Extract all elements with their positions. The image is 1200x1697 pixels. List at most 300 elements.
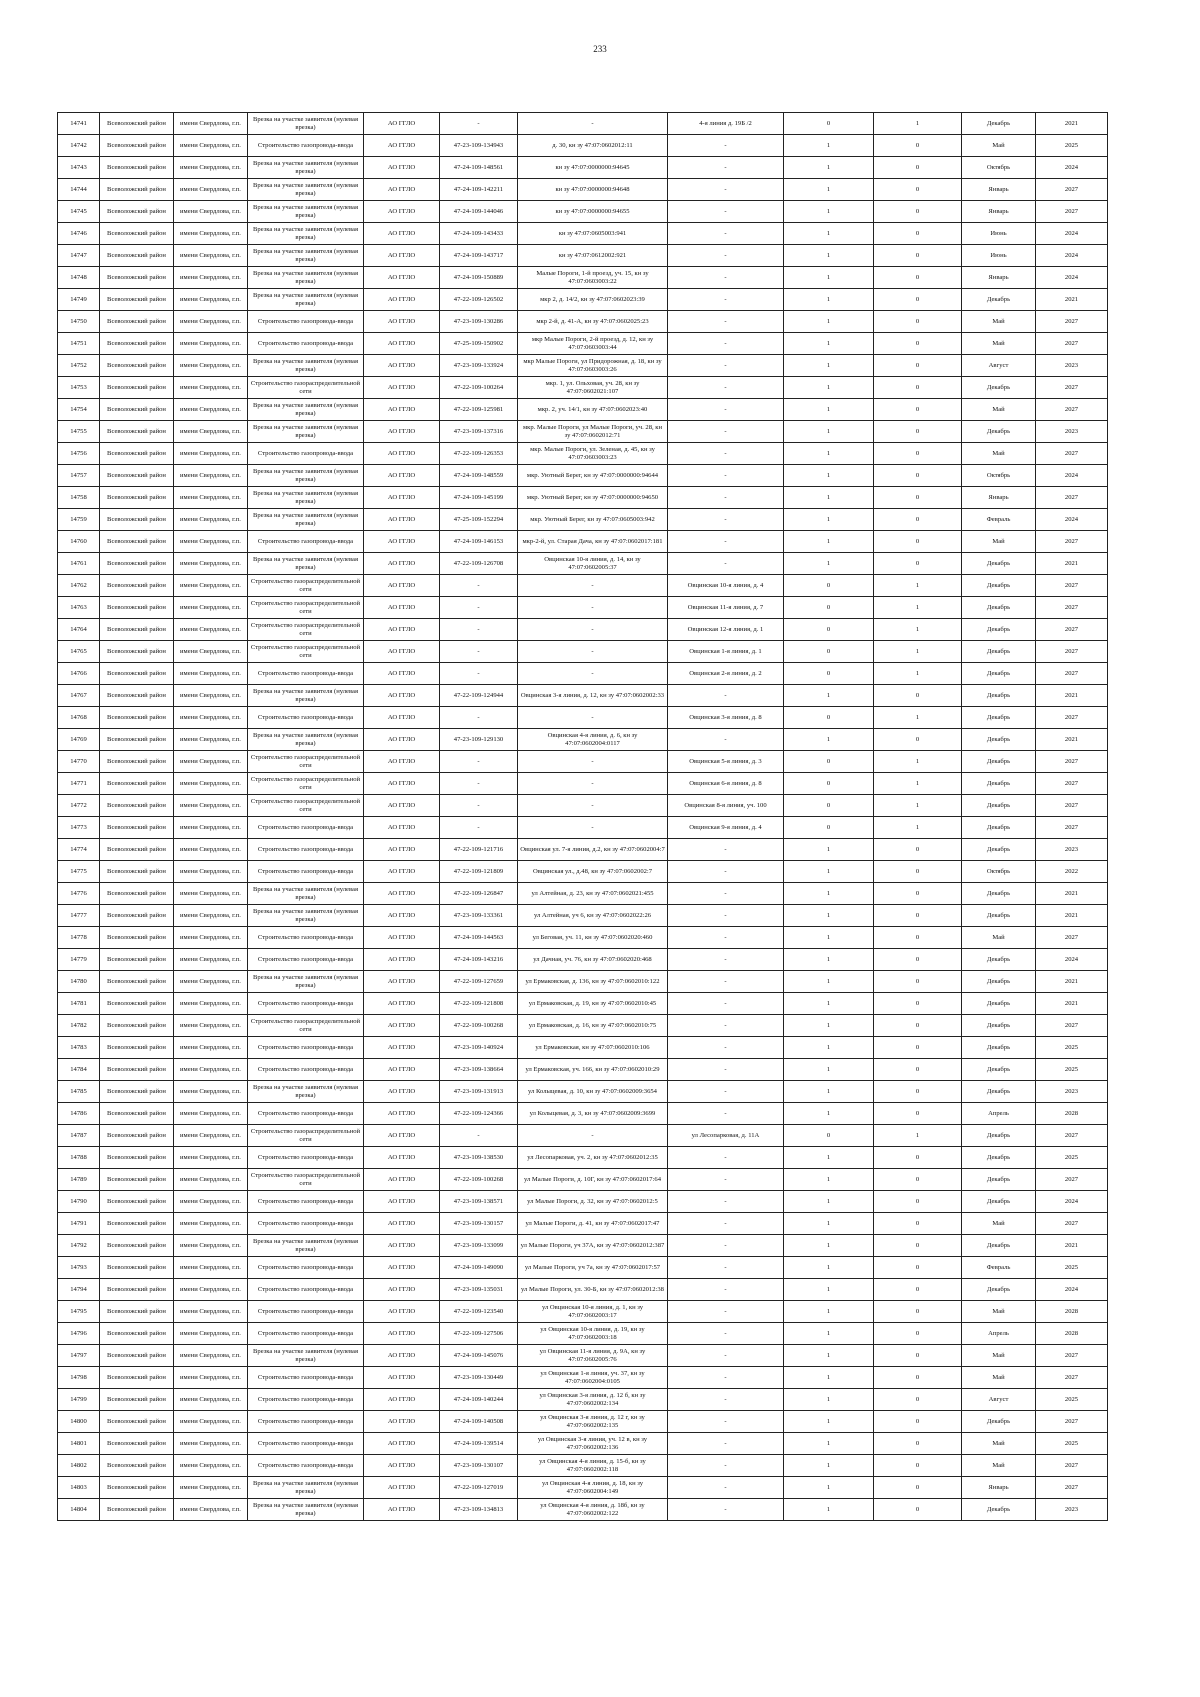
- count-cell-b: 0: [874, 883, 962, 905]
- table-body: [58, 113, 1108, 1521]
- month-cell: Февраль: [962, 509, 1036, 531]
- row-number: 14779: [58, 949, 100, 971]
- table-row: [58, 883, 1108, 905]
- contract-number-cell: 47-23-109-133099: [440, 1235, 518, 1257]
- row-number: 14744: [58, 179, 100, 201]
- table-row: [58, 641, 1108, 663]
- year-cell: 2021: [1036, 905, 1108, 927]
- contract-number-cell: 47-22-109-100268: [440, 1169, 518, 1191]
- month-cell: Февраль: [962, 1257, 1036, 1279]
- row-number: 14754: [58, 399, 100, 421]
- district-cell: Всеволожский район: [100, 179, 174, 201]
- count-cell-b: 0: [874, 289, 962, 311]
- count-cell-a: 0: [784, 641, 874, 663]
- year-cell: 2021: [1036, 553, 1108, 575]
- count-cell-b: 0: [874, 1103, 962, 1125]
- district-cell: Всеволожский район: [100, 443, 174, 465]
- table-row: [58, 1059, 1108, 1081]
- table-row: [58, 795, 1108, 817]
- organization-cell: АО ГГЛО: [364, 1257, 440, 1279]
- table-row: [58, 1147, 1108, 1169]
- count-cell-a: 1: [784, 399, 874, 421]
- month-cell: Май: [962, 927, 1036, 949]
- count-cell-a: 1: [784, 1367, 874, 1389]
- contract-number-cell: 47-22-109-127506: [440, 1323, 518, 1345]
- table-row: [58, 223, 1108, 245]
- work-type-cell: Строительство газопровода-ввода: [248, 839, 364, 861]
- month-cell: Декабрь: [962, 289, 1036, 311]
- row-number: 14780: [58, 971, 100, 993]
- planned-address-cell: -: [668, 355, 784, 377]
- work-type-cell: Строительство газораспределительной сети: [248, 1169, 364, 1191]
- organization-cell: АО ГГЛО: [364, 707, 440, 729]
- count-cell-b: 1: [874, 773, 962, 795]
- planned-address-cell: -: [668, 267, 784, 289]
- count-cell-a: 0: [784, 619, 874, 641]
- month-cell: Декабрь: [962, 663, 1036, 685]
- month-cell: Декабрь: [962, 597, 1036, 619]
- table-row: [58, 1191, 1108, 1213]
- row-number: 14771: [58, 773, 100, 795]
- work-type-cell: Строительство газораспределительной сети: [248, 751, 364, 773]
- count-cell-a: 1: [784, 1345, 874, 1367]
- month-cell: Декабрь: [962, 817, 1036, 839]
- table-row: [58, 971, 1108, 993]
- count-cell-a: 1: [784, 839, 874, 861]
- organization-cell: АО ГГЛО: [364, 289, 440, 311]
- contract-number-cell: 47-23-109-138530: [440, 1147, 518, 1169]
- district-cell: Всеволожский район: [100, 795, 174, 817]
- count-cell-a: 1: [784, 1257, 874, 1279]
- district-cell: Всеволожский район: [100, 729, 174, 751]
- district-cell: Всеволожский район: [100, 1169, 174, 1191]
- registry-table: [57, 112, 1108, 1521]
- count-cell-b: 0: [874, 1345, 962, 1367]
- count-cell-a: 1: [784, 1081, 874, 1103]
- planned-address-cell: -: [668, 927, 784, 949]
- address-cell: ул Ермаковская, д. 19, кн зу 47:07:0602010:45: [518, 993, 668, 1015]
- district-cell: Всеволожский район: [100, 993, 174, 1015]
- year-cell: 2027: [1036, 619, 1108, 641]
- district-cell: Всеволожский район: [100, 1147, 174, 1169]
- month-cell: Август: [962, 355, 1036, 377]
- count-cell-b: 0: [874, 1323, 962, 1345]
- row-number: 14792: [58, 1235, 100, 1257]
- contract-number-cell: 47-25-109-150902: [440, 333, 518, 355]
- address-cell: ул Овцинская 4-я линия, д. 18, кн зу 47:07:0602004:149: [518, 1477, 668, 1499]
- work-type-cell: Строительство газопровода-ввода: [248, 311, 364, 333]
- contract-number-cell: 47-24-109-144563: [440, 927, 518, 949]
- count-cell-b: 0: [874, 1367, 962, 1389]
- count-cell-a: 0: [784, 751, 874, 773]
- work-type-cell: Врезка на участке заявителя (нулевая врезка): [248, 465, 364, 487]
- row-number: 14795: [58, 1301, 100, 1323]
- settlement-cell: имени Свердлова, г.п.: [174, 1169, 248, 1191]
- work-type-cell: Врезка на участке заявителя (нулевая врезка): [248, 971, 364, 993]
- count-cell-a: 0: [784, 707, 874, 729]
- work-type-cell: Строительство газораспределительной сети: [248, 1015, 364, 1037]
- row-number: 14746: [58, 223, 100, 245]
- contract-number-cell: 47-23-109-138664: [440, 1059, 518, 1081]
- address-cell: -: [518, 795, 668, 817]
- settlement-cell: имени Свердлова, г.п.: [174, 1103, 248, 1125]
- month-cell: Декабрь: [962, 729, 1036, 751]
- count-cell-a: 1: [784, 201, 874, 223]
- planned-address-cell: -: [668, 223, 784, 245]
- year-cell: 2024: [1036, 267, 1108, 289]
- planned-address-cell: -: [668, 949, 784, 971]
- organization-cell: АО ГГЛО: [364, 1323, 440, 1345]
- work-type-cell: Строительство газопровода-ввода: [248, 927, 364, 949]
- work-type-cell: Врезка на участке заявителя (нулевая врезка): [248, 355, 364, 377]
- year-cell: 2023: [1036, 1081, 1108, 1103]
- planned-address-cell: Овцинская 8-я линия, уч. 100: [668, 795, 784, 817]
- planned-address-cell: -: [668, 531, 784, 553]
- count-cell-a: 1: [784, 685, 874, 707]
- year-cell: 2027: [1036, 663, 1108, 685]
- address-cell: мкр 2, д. 14/2, кн зу 47:07:0602023:39: [518, 289, 668, 311]
- month-cell: Май: [962, 1345, 1036, 1367]
- count-cell-a: 1: [784, 1279, 874, 1301]
- table-row: [58, 135, 1108, 157]
- planned-address-cell: -: [668, 1191, 784, 1213]
- planned-address-cell: -: [668, 1301, 784, 1323]
- district-cell: Всеволожский район: [100, 663, 174, 685]
- count-cell-b: 0: [874, 1169, 962, 1191]
- month-cell: Декабрь: [962, 949, 1036, 971]
- district-cell: Всеволожский район: [100, 157, 174, 179]
- count-cell-b: 0: [874, 355, 962, 377]
- planned-address-cell: -: [668, 839, 784, 861]
- settlement-cell: имени Свердлова, г.п.: [174, 223, 248, 245]
- district-cell: Всеволожский район: [100, 421, 174, 443]
- planned-address-cell: -: [668, 1323, 784, 1345]
- month-cell: Декабрь: [962, 113, 1036, 135]
- row-number: 14783: [58, 1037, 100, 1059]
- contract-number-cell: -: [440, 619, 518, 641]
- planned-address-cell: -: [668, 1059, 784, 1081]
- table-row: [58, 619, 1108, 641]
- month-cell: Октябрь: [962, 157, 1036, 179]
- contract-number-cell: 47-23-109-134813: [440, 1499, 518, 1521]
- year-cell: 2023: [1036, 355, 1108, 377]
- planned-address-cell: Овцинская 12-я линия, д. 1: [668, 619, 784, 641]
- planned-address-cell: -: [668, 157, 784, 179]
- organization-cell: АО ГГЛО: [364, 1301, 440, 1323]
- row-number: 14786: [58, 1103, 100, 1125]
- district-cell: Всеволожский район: [100, 1015, 174, 1037]
- planned-address-cell: -: [668, 487, 784, 509]
- work-type-cell: Врезка на участке заявителя (нулевая врезка): [248, 289, 364, 311]
- settlement-cell: имени Свердлова, г.п.: [174, 597, 248, 619]
- count-cell-b: 0: [874, 1433, 962, 1455]
- count-cell-a: 1: [784, 1433, 874, 1455]
- count-cell-b: 0: [874, 245, 962, 267]
- table-row: [58, 905, 1108, 927]
- year-cell: 2028: [1036, 1103, 1108, 1125]
- address-cell: ул Малые Пороги, уч 37А, кн зу 47:07:0602012:387: [518, 1235, 668, 1257]
- address-cell: -: [518, 707, 668, 729]
- district-cell: Всеволожский район: [100, 575, 174, 597]
- work-type-cell: Врезка на участке заявителя (нулевая врезка): [248, 223, 364, 245]
- planned-address-cell: -: [668, 971, 784, 993]
- address-cell: ул Овцинская 10-я линия, д. 19, кн зу 47:07:0602003:18: [518, 1323, 668, 1345]
- settlement-cell: имени Свердлова, г.п.: [174, 1081, 248, 1103]
- row-number: 14777: [58, 905, 100, 927]
- planned-address-cell: Овцинская 10-я линия, д. 4: [668, 575, 784, 597]
- year-cell: 2025: [1036, 1389, 1108, 1411]
- organization-cell: АО ГГЛО: [364, 201, 440, 223]
- year-cell: 2027: [1036, 817, 1108, 839]
- work-type-cell: Строительство газораспределительной сети: [248, 773, 364, 795]
- planned-address-cell: -: [668, 1037, 784, 1059]
- address-cell: ул Дачная, уч. 76, кн зу 47:07:0602020:468: [518, 949, 668, 971]
- organization-cell: АО ГГЛО: [364, 773, 440, 795]
- district-cell: Всеволожский район: [100, 751, 174, 773]
- contract-number-cell: -: [440, 751, 518, 773]
- contract-number-cell: 47-23-109-140924: [440, 1037, 518, 1059]
- year-cell: 2021: [1036, 729, 1108, 751]
- year-cell: 2021: [1036, 971, 1108, 993]
- settlement-cell: имени Свердлова, г.п.: [174, 377, 248, 399]
- count-cell-b: 0: [874, 1059, 962, 1081]
- year-cell: 2027: [1036, 1367, 1108, 1389]
- district-cell: Всеволожский район: [100, 245, 174, 267]
- year-cell: 2024: [1036, 949, 1108, 971]
- district-cell: Всеволожский район: [100, 377, 174, 399]
- contract-number-cell: -: [440, 795, 518, 817]
- count-cell-b: 1: [874, 575, 962, 597]
- organization-cell: АО ГГЛО: [364, 1345, 440, 1367]
- table-row: [58, 113, 1108, 135]
- count-cell-b: 0: [874, 1213, 962, 1235]
- district-cell: Всеволожский район: [100, 685, 174, 707]
- district-cell: Всеволожский район: [100, 289, 174, 311]
- year-cell: 2027: [1036, 1015, 1108, 1037]
- work-type-cell: Врезка на участке заявителя (нулевая врезка): [248, 553, 364, 575]
- year-cell: 2023: [1036, 839, 1108, 861]
- month-cell: Декабрь: [962, 641, 1036, 663]
- year-cell: 2024: [1036, 1191, 1108, 1213]
- settlement-cell: имени Свердлова, г.п.: [174, 817, 248, 839]
- row-number: 14763: [58, 597, 100, 619]
- work-type-cell: Строительство газопровода-ввода: [248, 1191, 364, 1213]
- row-number: 14741: [58, 113, 100, 135]
- table-row: [58, 377, 1108, 399]
- organization-cell: АО ГГЛО: [364, 223, 440, 245]
- organization-cell: АО ГГЛО: [364, 575, 440, 597]
- count-cell-a: 1: [784, 1103, 874, 1125]
- address-cell: ул Колыцевая, д. 3, кн зу 47:07:0602009:3699: [518, 1103, 668, 1125]
- address-cell: кн зу 47:07:0605003:941: [518, 223, 668, 245]
- contract-number-cell: 47-23-109-130449: [440, 1367, 518, 1389]
- count-cell-a: 1: [784, 223, 874, 245]
- planned-address-cell: -: [668, 421, 784, 443]
- settlement-cell: имени Свердлова, г.п.: [174, 135, 248, 157]
- address-cell: -: [518, 113, 668, 135]
- table-row: [58, 399, 1108, 421]
- address-cell: ул Овцинская 4-я линия, д. 18б, кн зу 47:07:0602002:122: [518, 1499, 668, 1521]
- work-type-cell: Врезка на участке заявителя (нулевая врезка): [248, 1235, 364, 1257]
- row-number: 14751: [58, 333, 100, 355]
- row-number: 14800: [58, 1411, 100, 1433]
- settlement-cell: имени Свердлова, г.п.: [174, 707, 248, 729]
- month-cell: Январь: [962, 179, 1036, 201]
- district-cell: Всеволожский район: [100, 355, 174, 377]
- district-cell: Всеволожский район: [100, 1411, 174, 1433]
- planned-address-cell: -: [668, 1499, 784, 1521]
- organization-cell: АО ГГЛО: [364, 1477, 440, 1499]
- count-cell-b: 0: [874, 1235, 962, 1257]
- settlement-cell: имени Свердлова, г.п.: [174, 245, 248, 267]
- count-cell-b: 0: [874, 905, 962, 927]
- month-cell: Январь: [962, 487, 1036, 509]
- settlement-cell: имени Свердлова, г.п.: [174, 1477, 248, 1499]
- row-number: 14781: [58, 993, 100, 1015]
- settlement-cell: имени Свердлова, г.п.: [174, 1059, 248, 1081]
- contract-number-cell: 47-22-109-121716: [440, 839, 518, 861]
- organization-cell: АО ГГЛО: [364, 817, 440, 839]
- planned-address-cell: -: [668, 1235, 784, 1257]
- settlement-cell: имени Свердлова, г.п.: [174, 1191, 248, 1213]
- table-row: [58, 707, 1108, 729]
- count-cell-b: 1: [874, 751, 962, 773]
- planned-address-cell: -: [668, 377, 784, 399]
- count-cell-a: 1: [784, 1301, 874, 1323]
- district-cell: Всеволожский район: [100, 201, 174, 223]
- planned-address-cell: Овцинская 9-я линия, д. 4: [668, 817, 784, 839]
- count-cell-a: 1: [784, 883, 874, 905]
- address-cell: -: [518, 619, 668, 641]
- organization-cell: АО ГГЛО: [364, 1433, 440, 1455]
- count-cell-b: 0: [874, 1455, 962, 1477]
- organization-cell: АО ГГЛО: [364, 1191, 440, 1213]
- count-cell-a: 1: [784, 1235, 874, 1257]
- organization-cell: АО ГГЛО: [364, 421, 440, 443]
- organization-cell: АО ГГЛО: [364, 1125, 440, 1147]
- count-cell-b: 0: [874, 157, 962, 179]
- address-cell: Малые Пороги, 1-й проезд, уч. 15, кн зу 47:07:0603003:22: [518, 267, 668, 289]
- count-cell-b: 0: [874, 1037, 962, 1059]
- district-cell: Всеволожский район: [100, 707, 174, 729]
- settlement-cell: имени Свердлова, г.п.: [174, 157, 248, 179]
- month-cell: Май: [962, 399, 1036, 421]
- work-type-cell: Строительство газопровода-ввода: [248, 993, 364, 1015]
- planned-address-cell: -: [668, 245, 784, 267]
- planned-address-cell: -: [668, 1169, 784, 1191]
- address-cell: ул Малые Пороги, д. 32, кн зу 47:07:0602012:5: [518, 1191, 668, 1213]
- contract-number-cell: -: [440, 575, 518, 597]
- count-cell-a: 1: [784, 1169, 874, 1191]
- address-cell: ул Ермаковская, кн зу 47:07:0602010:106: [518, 1037, 668, 1059]
- organization-cell: АО ГГЛО: [364, 641, 440, 663]
- organization-cell: АО ГГЛО: [364, 1411, 440, 1433]
- table-row: [58, 1235, 1108, 1257]
- month-cell: Декабрь: [962, 883, 1036, 905]
- address-cell: мкр Малые Пороги, ул Придорожная, д. 18, кн зу 47:07:0603003:26: [518, 355, 668, 377]
- year-cell: 2027: [1036, 597, 1108, 619]
- district-cell: Всеволожский район: [100, 311, 174, 333]
- address-cell: ул Овцинская 3-я линия, д. 12 б, кн зу 47:07:0602002:134: [518, 1389, 668, 1411]
- settlement-cell: имени Свердлова, г.п.: [174, 1411, 248, 1433]
- month-cell: Май: [962, 1367, 1036, 1389]
- year-cell: 2027: [1036, 443, 1108, 465]
- table-row: [58, 949, 1108, 971]
- planned-address-cell: -: [668, 311, 784, 333]
- month-cell: Декабрь: [962, 707, 1036, 729]
- month-cell: Декабрь: [962, 751, 1036, 773]
- row-number: 14794: [58, 1279, 100, 1301]
- settlement-cell: имени Свердлова, г.п.: [174, 663, 248, 685]
- district-cell: Всеволожский район: [100, 641, 174, 663]
- count-cell-b: 0: [874, 993, 962, 1015]
- year-cell: 2024: [1036, 509, 1108, 531]
- table-row: [58, 1037, 1108, 1059]
- row-number: 14802: [58, 1455, 100, 1477]
- count-cell-a: 1: [784, 1191, 874, 1213]
- year-cell: 2027: [1036, 201, 1108, 223]
- month-cell: Декабрь: [962, 839, 1036, 861]
- row-number: 14785: [58, 1081, 100, 1103]
- address-cell: -: [518, 575, 668, 597]
- work-type-cell: Строительство газопровода-ввода: [248, 1279, 364, 1301]
- row-number: 14757: [58, 465, 100, 487]
- work-type-cell: Строительство газопровода-ввода: [248, 1433, 364, 1455]
- district-cell: Всеволожский район: [100, 113, 174, 135]
- count-cell-a: 0: [784, 113, 874, 135]
- address-cell: ул Колыцевая, д. 10, кн зу 47:07:0602009:3654: [518, 1081, 668, 1103]
- table-row: [58, 1015, 1108, 1037]
- planned-address-cell: -: [668, 1477, 784, 1499]
- planned-address-cell: -: [668, 1433, 784, 1455]
- count-cell-b: 0: [874, 421, 962, 443]
- row-number: 14756: [58, 443, 100, 465]
- year-cell: 2027: [1036, 399, 1108, 421]
- settlement-cell: имени Свердлова, г.п.: [174, 1235, 248, 1257]
- address-cell: -: [518, 663, 668, 685]
- row-number: 14767: [58, 685, 100, 707]
- count-cell-b: 0: [874, 377, 962, 399]
- planned-address-cell: -: [668, 135, 784, 157]
- settlement-cell: имени Свердлова, г.п.: [174, 509, 248, 531]
- work-type-cell: Строительство газораспределительной сети: [248, 619, 364, 641]
- month-cell: Декабрь: [962, 1279, 1036, 1301]
- organization-cell: АО ГГЛО: [364, 1235, 440, 1257]
- organization-cell: АО ГГЛО: [364, 927, 440, 949]
- row-number: 14742: [58, 135, 100, 157]
- row-number: 14747: [58, 245, 100, 267]
- table-row: [58, 267, 1108, 289]
- settlement-cell: имени Свердлова, г.п.: [174, 1301, 248, 1323]
- month-cell: Январь: [962, 201, 1036, 223]
- planned-address-cell: -: [668, 443, 784, 465]
- month-cell: Май: [962, 135, 1036, 157]
- month-cell: Декабрь: [962, 1015, 1036, 1037]
- settlement-cell: имени Свердлова, г.п.: [174, 1433, 248, 1455]
- year-cell: 2027: [1036, 641, 1108, 663]
- settlement-cell: имени Свердлова, г.п.: [174, 1345, 248, 1367]
- row-number: 14773: [58, 817, 100, 839]
- year-cell: 2027: [1036, 1169, 1108, 1191]
- planned-address-cell: -: [668, 179, 784, 201]
- district-cell: Всеволожский район: [100, 1323, 174, 1345]
- settlement-cell: имени Свердлова, г.п.: [174, 971, 248, 993]
- contract-number-cell: -: [440, 663, 518, 685]
- count-cell-a: 1: [784, 135, 874, 157]
- count-cell-b: 0: [874, 531, 962, 553]
- contract-number-cell: 47-24-109-148561: [440, 157, 518, 179]
- count-cell-b: 1: [874, 113, 962, 135]
